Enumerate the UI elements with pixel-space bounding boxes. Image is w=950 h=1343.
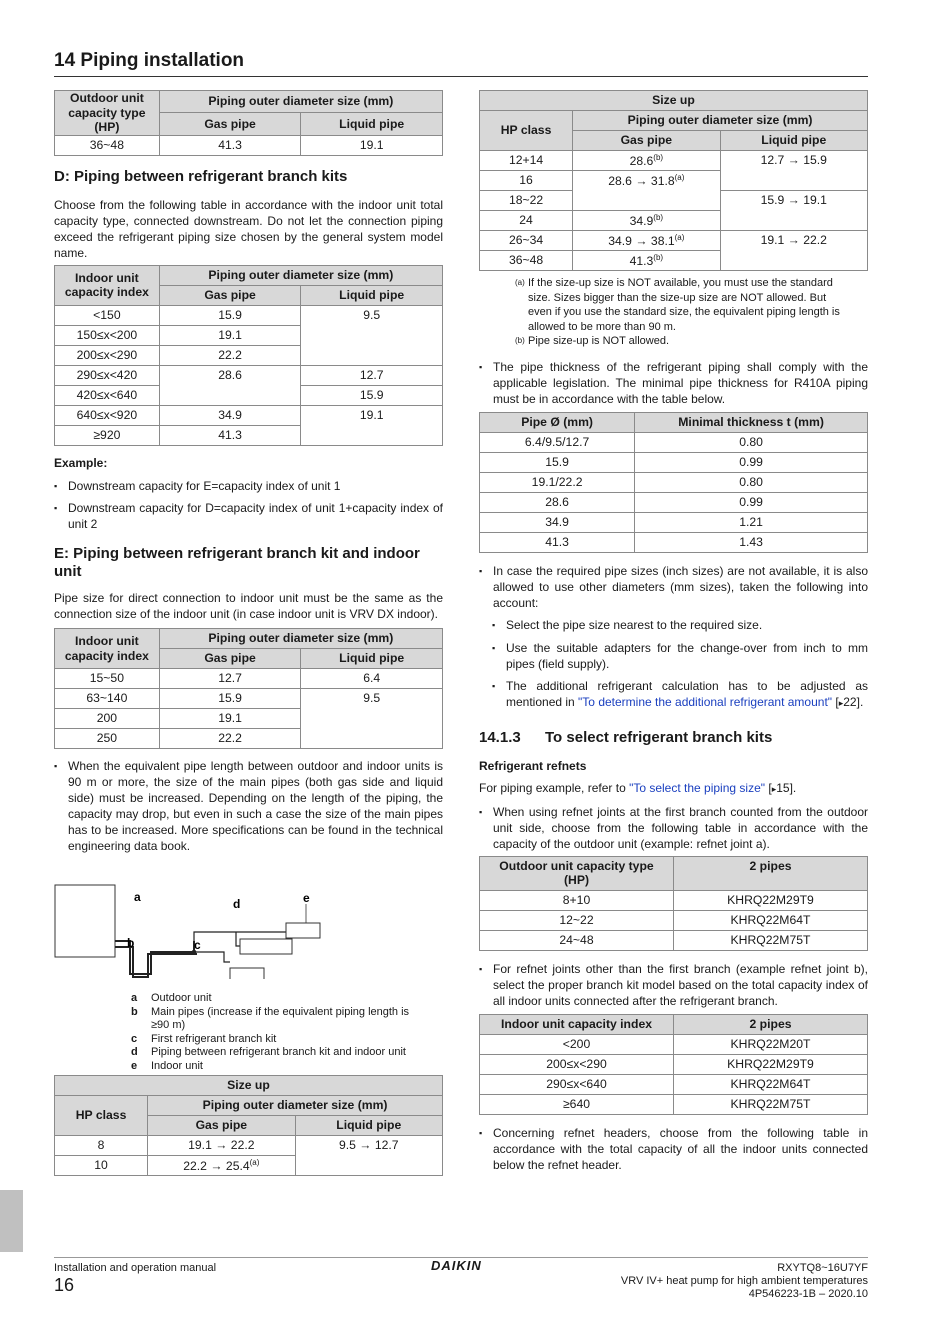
- table-header: Gas pipe: [148, 1116, 295, 1136]
- table-header: Liquid pipe: [301, 285, 443, 305]
- size-up-table: [479, 90, 868, 271]
- table-row: 19.1/22.2 0.80: [480, 472, 868, 492]
- right-column: [479, 90, 868, 1173]
- table-row: [480, 151, 868, 171]
- table-cell: 34.9$^{(b)}$: [573, 211, 720, 231]
- refnet-indoor-table: [479, 1014, 868, 1115]
- table-header: Outdoor unit capacity type (HP): [480, 856, 674, 890]
- table-header: Minimal thickness t (mm): [635, 412, 868, 432]
- table-cell: $28.6 \to 31.8^{(a)}$: [573, 171, 720, 211]
- table-cell: 34.9: [159, 405, 301, 425]
- table-header: Piping outer diameter size (mm): [159, 629, 442, 649]
- table-header: Piping outer diameter size (mm): [148, 1096, 443, 1116]
- table-header: Size up: [55, 1076, 443, 1096]
- table-cell: 290≤x<420: [55, 365, 160, 385]
- thickness-bullet: ▪ The pipe thickness of the refrigerant piping shall comply with the applicable legislation. The minimal pipe thickness for R410A piping must be in accordance with the table below.: [479, 359, 868, 407]
- footer-description: VRV IV+ heat pump for high ambient temperatures: [620, 1275, 868, 1287]
- table-row: 34.9 1.21: [480, 512, 868, 532]
- footnote-a: (a) If the size-up size is NOT available, you must use the standard size. Sizes bigger than the size-up size are NOT allowed. But even if you use the standard size, the equivalent piping length is allowed to be more than 90 m.: [515, 277, 840, 333]
- table-header: Gas pipe: [159, 285, 301, 305]
- table-header: Outdoor unit capacity type (HP): [55, 91, 160, 136]
- footer-page-number: 16: [54, 1275, 75, 1295]
- daikin-logo: DAIKIN: [431, 1258, 482, 1273]
- table-cell: 36~48: [55, 135, 160, 155]
- table-cell: ≥920: [55, 425, 160, 445]
- outdoor-piping-table: [54, 90, 443, 156]
- table-cell: 36~48: [480, 251, 573, 271]
- sub-bullet: ▪ Select the pipe size nearest to the required size.: [479, 617, 868, 633]
- example-bullet: ▪ Downstream capacity for D=capacity index of unit 1+capacity index of unit 2: [54, 500, 443, 532]
- table-header: Indoor unit capacity index: [55, 629, 160, 669]
- section-d-heading: D: Piping between refrigerant branch kits: [54, 167, 348, 185]
- sub-bullet: ▪ The additional refrigerant calculation has to be adjusted as mentioned in "To determine the additional refrigerant amount" [▸22].: [479, 678, 868, 711]
- table-row: 24~48 KHRQ22M75T: [480, 930, 868, 950]
- table-header: HP class: [480, 111, 573, 151]
- example-label: Example:: [54, 455, 108, 470]
- table-cell: 24: [480, 211, 573, 231]
- label-d: d: [233, 897, 241, 911]
- indoor-unit-box: [240, 939, 292, 954]
- section-e-heading: E: Piping between refrigerant branch kit and indoor unit: [54, 544, 420, 581]
- footnotes: [479, 276, 845, 349]
- table-cell: 200≤x<290: [55, 345, 160, 365]
- table-cell: 15.9 → 19.1: [720, 191, 867, 231]
- table-header: Piping outer diameter size (mm): [159, 265, 442, 285]
- branch-kit-piping-table: [54, 265, 443, 446]
- table-row: 200≤x<290 KHRQ22M29T9: [480, 1054, 868, 1074]
- branch-pipe: [236, 932, 240, 946]
- table-header: Gas pipe: [159, 649, 301, 669]
- outdoor-unit-box: [55, 885, 115, 957]
- table-row: 41.3 1.43: [480, 532, 868, 552]
- refnets-paragraph: For piping example, refer to "To select the piping size" [▸15].: [479, 780, 797, 795]
- left-column: [54, 90, 443, 854]
- table-row: [55, 669, 443, 689]
- table-cell: 41.3$^{(b)}$: [573, 251, 720, 271]
- table-cell: $34.9 \to 38.1^{(a)}$: [573, 231, 720, 251]
- table-cell: 6.4: [301, 669, 443, 689]
- table-cell: 19.1 → 22.2: [148, 1136, 295, 1156]
- table-cell: 9.5 → 12.7: [295, 1136, 442, 1176]
- section-1413-heading: 14.1.3 To select refrigerant branch kits: [479, 728, 773, 746]
- table-cell: 26~34: [480, 231, 573, 251]
- table-cell: 63~140: [55, 689, 160, 709]
- table-row: [55, 405, 443, 425]
- label-e: e: [303, 891, 310, 905]
- chapter-tab: [0, 1190, 23, 1252]
- equivalent-length-bullet: ▪ When the equivalent pipe length between outdoor and indoor units is 90 m or more, the size of the main pipes (both gas side and liquid side) must be increased. Depending on the length of the piping, the capacity may drop, but even in such a case the size of the main pipes has to be increased. More specifications can be found in the technical engineering data book.: [54, 758, 443, 854]
- table-cell: 16: [480, 171, 573, 191]
- table-header: Indoor unit capacity index: [480, 1014, 674, 1034]
- table-cell: 15.9: [301, 385, 443, 405]
- table-row: [55, 135, 443, 155]
- label-b: b: [127, 936, 135, 950]
- table-cell: 22.2: [159, 345, 301, 365]
- table-cell: 640≤x<920: [55, 405, 160, 425]
- table-cell: 10: [55, 1156, 148, 1176]
- table-cell: 12.7: [301, 365, 443, 385]
- table-header: Liquid pipe: [301, 649, 443, 669]
- table-row: 12~22 KHRQ22M64T: [480, 910, 868, 930]
- table-header: HP class: [55, 1096, 148, 1136]
- table-cell: 19.1: [159, 325, 301, 345]
- table-header: Size up: [480, 91, 868, 111]
- table-row: [55, 1136, 443, 1156]
- table-cell: 9.5: [301, 689, 443, 749]
- indoor-piping-table: [54, 628, 443, 749]
- first-branch-bullet: ▪ When using refnet joints at the first branch counted from the outdoor unit side, choose from the following table in accordance with the capacity of the outdoor unit (example: refnet joint a).: [479, 804, 868, 852]
- sub-bullet: ▪ Use the suitable adapters for the change-over from inch to mm pipes (field supply).: [479, 640, 868, 672]
- table-cell: 8: [55, 1136, 148, 1156]
- footer-model: RXYTQ8~16U7YF: [777, 1262, 868, 1274]
- table-header: Gas pipe: [159, 113, 301, 135]
- table-cell: 28.6$^{(b)}$: [573, 151, 720, 171]
- footer-manual: Installation and operation manual: [54, 1262, 217, 1274]
- table-header: Liquid pipe: [301, 113, 443, 135]
- table-cell: 19.1: [301, 135, 443, 155]
- legend-item: e Indoor unit: [131, 1059, 203, 1072]
- table-cell: 250: [55, 729, 160, 749]
- size-up-table-small: [54, 1075, 443, 1176]
- table-row: [55, 365, 443, 385]
- legend-item: a Outdoor unit: [131, 992, 212, 1004]
- legend-item: b Main pipes (increase if the equivalent piping length is ≥90 m): [131, 1005, 410, 1031]
- table-row: <200 KHRQ22M20T: [480, 1034, 868, 1054]
- table-cell: 150≤x<200: [55, 325, 160, 345]
- table-row: 290≤x<640 KHRQ22M64T: [480, 1074, 868, 1094]
- label-c: c: [194, 938, 201, 952]
- piping-diagram: [54, 884, 334, 979]
- table-header: Liquid pipe: [720, 131, 867, 151]
- table-header: 2 pipes: [674, 856, 868, 890]
- table-row: ≥640 KHRQ22M75T: [480, 1094, 868, 1114]
- table-cell: 15~50: [55, 669, 160, 689]
- table-row: [55, 689, 443, 709]
- table-cell: 22.2: [159, 729, 301, 749]
- piping-size-link[interactable]: "To select the piping size": [629, 780, 766, 795]
- legend-item: d Piping between refrigerant branch kit and indoor unit: [131, 1046, 406, 1058]
- table-cell: $22.2 \to 25.4^{(a)}$: [148, 1156, 295, 1176]
- table-row: 28.6 0.99: [480, 492, 868, 512]
- section-d-paragraph: Choose from the following table in accordance with the indoor unit total capacity type, connected downstream. Do not let the connection piping exceed the refrigerant piping size chosen by the general system model name.: [54, 197, 443, 260]
- table-row: 8+10 KHRQ22M29T9: [480, 890, 868, 910]
- table-row: [480, 231, 868, 251]
- footer-doc-info: [621, 1262, 868, 1301]
- section-e-paragraph: Pipe size for direct connection to indoor unit must be the same as the connection size of the indoor unit (in case indoor unit is VRV DX indoor).: [54, 591, 443, 622]
- refrigerant-amount-link[interactable]: "To determine the additional refrigerant amount": [578, 694, 833, 709]
- table-cell: 15.9: [159, 689, 301, 709]
- table-cell: <150: [55, 305, 160, 325]
- table-header: Gas pipe: [573, 131, 720, 151]
- table-cell: 12.7: [159, 669, 301, 689]
- branch-pipe: [194, 952, 230, 962]
- table-cell: 19.1: [301, 405, 443, 445]
- table-cell: 41.3: [159, 135, 301, 155]
- indoor-unit-box: [286, 923, 320, 938]
- refnet-outdoor-table: [479, 856, 868, 951]
- table-cell: 19.1: [159, 709, 301, 729]
- table-cell: 28.6: [159, 365, 301, 405]
- thickness-table: [479, 412, 868, 553]
- inch-sizes-bullet: ▪ In case the required pipe sizes (inch sizes) are not available, it is also allowed to use other diameters (mm sizes), taken the following into account:: [479, 563, 868, 611]
- diagram-legend: [131, 992, 431, 1073]
- indoor-unit-box: [230, 968, 264, 979]
- table-row: 6.4/9.5/12.7 0.80: [480, 432, 868, 452]
- table-cell: 41.3: [159, 425, 301, 445]
- page-title: 14 Piping installation: [54, 50, 245, 71]
- footnote-b: (b) Pipe size-up is NOT allowed.: [515, 335, 670, 347]
- other-branch-bullet: ▪ For refnet joints other than the first branch (example refnet joint b), select the proper branch kit model based on the total capacity index of all indoor units connected after the refrigerant branch.: [479, 961, 868, 1009]
- refnet-headers-bullet: ▪ Concerning refnet headers, choose from the following table in accordance with the total capacity of all the indoor units connected below the refnet header.: [479, 1125, 868, 1173]
- table-header: 2 pipes: [674, 1014, 868, 1034]
- table-cell: 200: [55, 709, 160, 729]
- table-cell: 18~22: [480, 191, 573, 211]
- table-cell: 420≤x<640: [55, 385, 160, 405]
- table-cell: 12.7 → 15.9: [720, 151, 867, 191]
- table-cell: 15.9: [159, 305, 301, 325]
- table-header: Pipe Ø (mm): [480, 412, 635, 432]
- table-header: Liquid pipe: [295, 1116, 442, 1136]
- table-cell: 9.5: [301, 305, 443, 365]
- label-a: a: [134, 890, 141, 904]
- refnets-heading: Refrigerant refnets: [479, 758, 587, 773]
- table-header: Piping outer diameter size (mm): [573, 111, 868, 131]
- table-cell: 12+14: [480, 151, 573, 171]
- size-up-left-wrap: [54, 1075, 443, 1176]
- table-row: [55, 305, 443, 325]
- footer-document-id: 4P546223-1B – 2020.10: [748, 1288, 868, 1300]
- table-cell: 19.1 → 22.2: [720, 231, 867, 271]
- example-bullet: ▪ Downstream capacity for E=capacity index of unit 1: [54, 478, 443, 494]
- table-header: Piping outer diameter size (mm): [159, 91, 442, 113]
- title-rule: [54, 76, 868, 77]
- table-row: 15.9 0.99: [480, 452, 868, 472]
- legend-item: c First refrigerant branch kit: [131, 1032, 277, 1045]
- table-header: Indoor unit capacity index: [55, 265, 160, 305]
